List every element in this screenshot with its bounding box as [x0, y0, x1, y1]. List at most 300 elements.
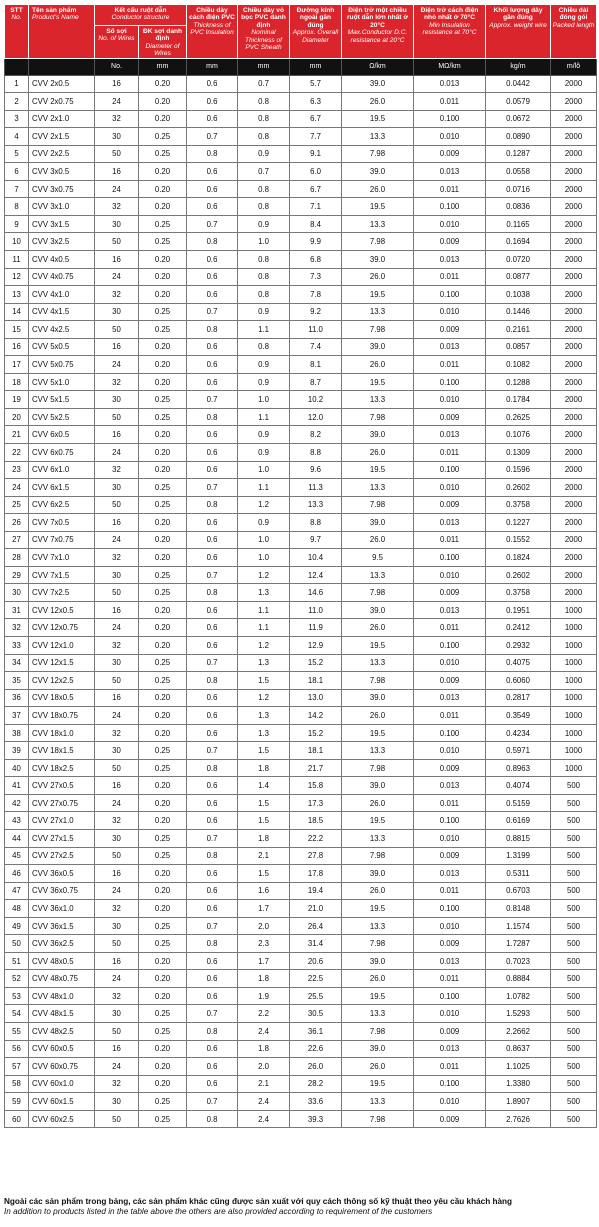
cell-overall-diameter: 36.1: [290, 1023, 342, 1041]
table-row: [5, 215, 597, 233]
cell-overall-diameter: 13.0: [290, 689, 342, 707]
cell-packed-length: 2000: [551, 356, 597, 374]
cell-wire-count: 50: [95, 233, 139, 251]
cell-wire-diameter: 0.20: [139, 952, 187, 970]
cell-weight: 0.5971: [486, 742, 551, 760]
table-row: [5, 724, 597, 742]
cell-stt: 45: [5, 847, 29, 865]
cell-weight: 0.6060: [486, 672, 551, 690]
cell-wire-count: 50: [95, 1023, 139, 1041]
cell-conductor-resistance: 7.98: [342, 935, 414, 953]
cell-stt: 4: [5, 128, 29, 146]
cell-packed-length: 2000: [551, 373, 597, 391]
cell-sheath: 0.8: [238, 198, 290, 216]
cell-wire-count: 16: [95, 865, 139, 883]
cell-insulation: 0.8: [187, 672, 238, 690]
cell-stt: 54: [5, 1005, 29, 1023]
cell-weight: 0.1227: [486, 514, 551, 532]
cell-wire-count: 24: [95, 707, 139, 725]
header-conductor-label: Kết cấu ruột dẫn: [114, 7, 167, 14]
cell-insulation: 0.7: [187, 742, 238, 760]
header-weight: [486, 5, 551, 59]
cell-insulation: 0.6: [187, 443, 238, 461]
header-insul-res-label: Điện trở cách điện nhỏ nhất ở 70°C: [420, 7, 479, 22]
cell-weight: 0.1446: [486, 303, 551, 321]
cell-weight: 1.3199: [486, 847, 551, 865]
cell-wire-count: 32: [95, 812, 139, 830]
cell-packed-length: 1000: [551, 707, 597, 725]
cell-product-name: CVV 27x0.75: [29, 794, 95, 812]
cell-conductor-resistance: 26.0: [342, 93, 414, 111]
cell-product-name: CVV 3x1.5: [29, 215, 95, 233]
cell-packed-length: 1000: [551, 654, 597, 672]
header-insulation-en: Thickness of PVC Insulation: [190, 21, 234, 37]
cell-product-name: CVV 4x1.5: [29, 303, 95, 321]
cell-sheath: 1.5: [238, 812, 290, 830]
cell-packed-length: 1000: [551, 742, 597, 760]
cell-wire-diameter: 0.20: [139, 356, 187, 374]
cell-conductor-resistance: 7.98: [342, 408, 414, 426]
cell-product-name: CVV 5x2.5: [29, 408, 95, 426]
cell-insulation: 0.6: [187, 514, 238, 532]
cell-product-name: CVV 4x0.5: [29, 250, 95, 268]
cell-stt: 30: [5, 584, 29, 602]
cell-insulation: 0.6: [187, 338, 238, 356]
cell-stt: 23: [5, 461, 29, 479]
cell-wire-count: 24: [95, 619, 139, 637]
cell-sheath: 1.8: [238, 759, 290, 777]
cell-weight: 1.0782: [486, 987, 551, 1005]
cell-wire-count: 32: [95, 549, 139, 567]
cell-insulation-resistance: 0.011: [414, 356, 486, 374]
cell-conductor-resistance: 39.0: [342, 777, 414, 795]
cell-weight: 0.2412: [486, 619, 551, 637]
cell-wire-count: 30: [95, 742, 139, 760]
cell-stt: 9: [5, 215, 29, 233]
cell-overall-diameter: 14.2: [290, 707, 342, 725]
cell-sheath: 0.8: [238, 128, 290, 146]
cell-stt: 22: [5, 443, 29, 461]
cell-overall-diameter: 6.7: [290, 180, 342, 198]
table-row: [5, 286, 597, 304]
cell-packed-length: 500: [551, 1093, 597, 1111]
cell-conductor-resistance: 7.98: [342, 1110, 414, 1128]
cell-product-name: CVV 48x1.0: [29, 987, 95, 1005]
cell-stt: 13: [5, 286, 29, 304]
cell-overall-diameter: 14.6: [290, 584, 342, 602]
cell-wire-count: 32: [95, 1075, 139, 1093]
cell-weight: 0.0857: [486, 338, 551, 356]
cell-wire-diameter: 0.20: [139, 900, 187, 918]
cell-sheath: 1.2: [238, 566, 290, 584]
cell-sheath: 1.2: [238, 689, 290, 707]
cell-sheath: 1.6: [238, 882, 290, 900]
cell-insulation-resistance: 0.100: [414, 198, 486, 216]
cell-stt: 21: [5, 426, 29, 444]
cell-stt: 53: [5, 987, 29, 1005]
table-row: [5, 549, 597, 567]
cell-insulation: 0.7: [187, 566, 238, 584]
cell-insulation-resistance: 0.009: [414, 935, 486, 953]
header-name-label: Tên sản phẩm: [32, 7, 77, 14]
cell-sheath: 1.3: [238, 707, 290, 725]
cell-wire-count: 16: [95, 163, 139, 181]
cell-wire-count: 50: [95, 496, 139, 514]
table-row: [5, 1110, 597, 1128]
cell-conductor-resistance: 7.98: [342, 1023, 414, 1041]
cell-sheath: 0.9: [238, 426, 290, 444]
table-row: [5, 812, 597, 830]
cell-overall-diameter: 31.4: [290, 935, 342, 953]
cell-overall-diameter: 17.8: [290, 865, 342, 883]
cell-wire-diameter: 0.25: [139, 1023, 187, 1041]
cell-overall-diameter: 7.3: [290, 268, 342, 286]
cell-conductor-resistance: 7.98: [342, 145, 414, 163]
cell-stt: 43: [5, 812, 29, 830]
header-stt: [5, 5, 29, 59]
cell-packed-length: 2000: [551, 514, 597, 532]
cell-wire-count: 32: [95, 461, 139, 479]
cell-insulation-resistance: 0.011: [414, 619, 486, 637]
header-conductor-en: Conductor structure: [111, 14, 170, 22]
cable-spec-sheet: [4, 4, 596, 1128]
cell-wire-count: 32: [95, 286, 139, 304]
cell-insulation: 0.6: [187, 882, 238, 900]
cell-packed-length: 500: [551, 865, 597, 883]
cell-wire-count: 16: [95, 601, 139, 619]
header-overall-en: Approx. Overall Diameter: [292, 29, 339, 44]
cell-sheath: 0.8: [238, 338, 290, 356]
cell-sheath: 2.0: [238, 1058, 290, 1076]
cell-weight: 0.0672: [486, 110, 551, 128]
cell-insulation: 0.6: [187, 970, 238, 988]
cell-insulation-resistance: 0.011: [414, 443, 486, 461]
table-row: [5, 531, 597, 549]
cell-wire-diameter: 0.20: [139, 689, 187, 707]
cell-stt: 50: [5, 935, 29, 953]
cell-packed-length: 500: [551, 1023, 597, 1041]
cell-insulation: 0.6: [187, 461, 238, 479]
cell-wire-diameter: 0.20: [139, 987, 187, 1005]
cell-overall-diameter: 18.1: [290, 742, 342, 760]
table-row: [5, 145, 597, 163]
cell-conductor-resistance: 13.3: [342, 742, 414, 760]
cell-wire-count: 32: [95, 110, 139, 128]
cell-insulation: 0.7: [187, 128, 238, 146]
cell-packed-length: 500: [551, 900, 597, 918]
cell-wire-count: 32: [95, 198, 139, 216]
cell-wire-diameter: 0.20: [139, 268, 187, 286]
cell-packed-length: 2000: [551, 391, 597, 409]
cell-insulation: 0.8: [187, 847, 238, 865]
cell-wire-count: 50: [95, 672, 139, 690]
cell-insulation: 0.6: [187, 531, 238, 549]
cell-packed-length: 2000: [551, 93, 597, 111]
cell-stt: 48: [5, 900, 29, 918]
table-row: [5, 777, 597, 795]
cell-overall-diameter: 22.2: [290, 830, 342, 848]
cell-weight: 0.2625: [486, 408, 551, 426]
cell-wire-diameter: 0.25: [139, 1005, 187, 1023]
cell-conductor-resistance: 19.5: [342, 724, 414, 742]
cell-weight: 1.1574: [486, 917, 551, 935]
cell-conductor-resistance: 13.3: [342, 1093, 414, 1111]
cell-wire-count: 30: [95, 479, 139, 497]
cell-wire-count: 32: [95, 900, 139, 918]
cell-weight: 0.1596: [486, 461, 551, 479]
cell-wire-count: 24: [95, 443, 139, 461]
cell-overall-diameter: 19.4: [290, 882, 342, 900]
cell-weight: 0.1288: [486, 373, 551, 391]
cell-insulation: 0.7: [187, 1093, 238, 1111]
cell-conductor-resistance: 13.3: [342, 917, 414, 935]
cell-wire-diameter: 0.20: [139, 286, 187, 304]
header-conductor-resistance: [342, 5, 414, 59]
cell-wire-count: 30: [95, 654, 139, 672]
cell-weight: 0.1552: [486, 531, 551, 549]
cell-conductor-resistance: 7.98: [342, 672, 414, 690]
cell-insulation-resistance: 0.011: [414, 882, 486, 900]
cell-stt: 11: [5, 250, 29, 268]
table-row: [5, 443, 597, 461]
cell-product-name: CVV 48x2.5: [29, 1023, 95, 1041]
cell-overall-diameter: 13.3: [290, 496, 342, 514]
table-row: [5, 408, 597, 426]
cell-packed-length: 2000: [551, 268, 597, 286]
unit-cell: [5, 58, 29, 75]
cell-insulation: 0.7: [187, 1005, 238, 1023]
cell-packed-length: 2000: [551, 286, 597, 304]
table-row: [5, 707, 597, 725]
cell-conductor-resistance: 39.0: [342, 865, 414, 883]
cell-product-name: CVV 7x0.5: [29, 514, 95, 532]
cell-conductor-resistance: 13.3: [342, 479, 414, 497]
cell-conductor-resistance: 13.3: [342, 566, 414, 584]
header-wires-en: No. of Wires: [98, 35, 135, 43]
cell-packed-length: 2000: [551, 250, 597, 268]
cell-stt: 39: [5, 742, 29, 760]
cell-insulation-resistance: 0.100: [414, 549, 486, 567]
cell-insulation: 0.6: [187, 93, 238, 111]
cell-stt: 31: [5, 601, 29, 619]
cell-conductor-resistance: 7.98: [342, 847, 414, 865]
cell-packed-length: 1000: [551, 672, 597, 690]
cell-weight: 1.8907: [486, 1093, 551, 1111]
cell-weight: 0.7023: [486, 952, 551, 970]
cell-overall-diameter: 12.4: [290, 566, 342, 584]
cell-product-name: CVV 27x0.5: [29, 777, 95, 795]
cell-wire-count: 24: [95, 531, 139, 549]
cell-stt: 6: [5, 163, 29, 181]
cell-sheath: 1.0: [238, 549, 290, 567]
cell-wire-count: 50: [95, 321, 139, 339]
cell-wire-count: 24: [95, 1058, 139, 1076]
header-resistance-en: Max.Conductor D.C. resistance at 20°C: [347, 29, 408, 44]
cell-overall-diameter: 9.1: [290, 145, 342, 163]
cell-packed-length: 2000: [551, 566, 597, 584]
cell-wire-count: 24: [95, 970, 139, 988]
cell-insulation-resistance: 0.011: [414, 268, 486, 286]
cell-insulation-resistance: 0.010: [414, 479, 486, 497]
cell-packed-length: 500: [551, 812, 597, 830]
cell-insulation-resistance: 0.011: [414, 1058, 486, 1076]
cell-stt: 56: [5, 1040, 29, 1058]
cell-product-name: CVV 6x0.5: [29, 426, 95, 444]
cell-insulation-resistance: 0.010: [414, 1093, 486, 1111]
cell-insulation: 0.8: [187, 759, 238, 777]
cell-conductor-resistance: 7.98: [342, 584, 414, 602]
cell-insulation: 0.6: [187, 987, 238, 1005]
cell-stt: 34: [5, 654, 29, 672]
cell-overall-diameter: 15.8: [290, 777, 342, 795]
cell-wire-diameter: 0.20: [139, 373, 187, 391]
cell-insulation-resistance: 0.013: [414, 514, 486, 532]
cell-wire-diameter: 0.20: [139, 163, 187, 181]
cell-overall-diameter: 5.7: [290, 75, 342, 93]
cell-sheath: 1.2: [238, 496, 290, 514]
cell-conductor-resistance: 19.5: [342, 286, 414, 304]
cell-conductor-resistance: 13.3: [342, 128, 414, 146]
cell-insulation-resistance: 0.010: [414, 654, 486, 672]
table-row: [5, 759, 597, 777]
cell-overall-diameter: 11.3: [290, 479, 342, 497]
cell-overall-diameter: 8.4: [290, 215, 342, 233]
cell-insulation: 0.6: [187, 163, 238, 181]
cell-sheath: 1.8: [238, 1040, 290, 1058]
cell-wire-diameter: 0.25: [139, 215, 187, 233]
header-sheath-thickness: [238, 5, 290, 59]
cell-wire-diameter: 0.20: [139, 619, 187, 637]
cell-wire-diameter: 0.25: [139, 233, 187, 251]
cell-stt: 18: [5, 373, 29, 391]
table-row: [5, 514, 597, 532]
cell-wire-diameter: 0.25: [139, 408, 187, 426]
cell-packed-length: 1000: [551, 601, 597, 619]
cell-packed-length: 500: [551, 830, 597, 848]
cell-stt: 55: [5, 1023, 29, 1041]
cell-conductor-resistance: 26.0: [342, 707, 414, 725]
cell-wire-diameter: 0.25: [139, 830, 187, 848]
cell-conductor-resistance: 13.3: [342, 654, 414, 672]
cell-insulation: 0.6: [187, 637, 238, 655]
cell-wire-diameter: 0.20: [139, 338, 187, 356]
header-wires-label: Số sợi: [106, 28, 127, 35]
cell-product-name: CVV 2x0.75: [29, 93, 95, 111]
header-stt-en: No.: [11, 14, 22, 22]
cell-insulation: 0.6: [187, 198, 238, 216]
cell-packed-length: 2000: [551, 479, 597, 497]
cell-conductor-resistance: 13.3: [342, 1005, 414, 1023]
cell-conductor-resistance: 39.0: [342, 952, 414, 970]
table-row: [5, 1058, 597, 1076]
table-row: [5, 865, 597, 883]
cell-wire-count: 50: [95, 145, 139, 163]
cell-wire-count: 30: [95, 830, 139, 848]
cell-insulation: 0.8: [187, 408, 238, 426]
cell-overall-diameter: 26.4: [290, 917, 342, 935]
cell-overall-diameter: 26.0: [290, 1058, 342, 1076]
cell-insulation-resistance: 0.011: [414, 531, 486, 549]
cell-wire-diameter: 0.20: [139, 707, 187, 725]
cell-overall-diameter: 15.2: [290, 724, 342, 742]
cell-packed-length: 500: [551, 917, 597, 935]
cell-wire-diameter: 0.20: [139, 794, 187, 812]
cell-sheath: 1.0: [238, 531, 290, 549]
cell-wire-count: 30: [95, 917, 139, 935]
cell-stt: 32: [5, 619, 29, 637]
cell-wire-count: 24: [95, 93, 139, 111]
cell-stt: 46: [5, 865, 29, 883]
cell-packed-length: 500: [551, 1005, 597, 1023]
cell-wire-count: 50: [95, 1110, 139, 1128]
cell-overall-diameter: 11.0: [290, 321, 342, 339]
unit-cell: MΩ/km: [414, 58, 486, 75]
header-insul-res-en: Min Insulation resistance at 70°C: [422, 21, 477, 37]
cell-sheath: 0.8: [238, 268, 290, 286]
cell-stt: 41: [5, 777, 29, 795]
cell-insulation-resistance: 0.010: [414, 391, 486, 409]
cell-weight: 0.2602: [486, 479, 551, 497]
cell-wire-diameter: 0.20: [139, 865, 187, 883]
cell-product-name: CVV 27x1.5: [29, 830, 95, 848]
cell-overall-diameter: 6.7: [290, 110, 342, 128]
cell-weight: 0.2161: [486, 321, 551, 339]
table-row: [5, 917, 597, 935]
cell-product-name: CVV 18x2.5: [29, 759, 95, 777]
cell-stt: 24: [5, 479, 29, 497]
cell-product-name: CVV 48x0.75: [29, 970, 95, 988]
cell-weight: 0.8884: [486, 970, 551, 988]
cell-wire-diameter: 0.20: [139, 531, 187, 549]
cell-weight: 0.8963: [486, 759, 551, 777]
cell-wire-count: 50: [95, 935, 139, 953]
cell-packed-length: 1000: [551, 637, 597, 655]
cell-insulation-resistance: 0.011: [414, 180, 486, 198]
cell-wire-count: 30: [95, 303, 139, 321]
cell-overall-diameter: 9.2: [290, 303, 342, 321]
cell-weight: 0.1287: [486, 145, 551, 163]
cell-stt: 19: [5, 391, 29, 409]
cell-insulation: 0.7: [187, 830, 238, 848]
cell-product-name: CVV 36x1.5: [29, 917, 95, 935]
cell-stt: 10: [5, 233, 29, 251]
cell-weight: 1.3380: [486, 1075, 551, 1093]
cell-insulation-resistance: 0.010: [414, 566, 486, 584]
cell-wire-diameter: 0.20: [139, 812, 187, 830]
cell-packed-length: 2000: [551, 215, 597, 233]
cell-product-name: CVV 6x2.5: [29, 496, 95, 514]
cell-product-name: CVV 7x1.0: [29, 549, 95, 567]
cell-weight: 0.0579: [486, 93, 551, 111]
cell-insulation-resistance: 0.011: [414, 93, 486, 111]
table-row: [5, 637, 597, 655]
cell-product-name: CVV 18x1.0: [29, 724, 95, 742]
cell-wire-count: 30: [95, 391, 139, 409]
cell-wire-count: 16: [95, 1040, 139, 1058]
table-row: [5, 1005, 597, 1023]
cell-stt: 3: [5, 110, 29, 128]
cell-insulation: 0.6: [187, 1058, 238, 1076]
header-name-en: Product's Name: [32, 14, 79, 22]
cell-insulation-resistance: 0.100: [414, 812, 486, 830]
cell-packed-length: 500: [551, 882, 597, 900]
cell-insulation-resistance: 0.013: [414, 777, 486, 795]
cell-wire-diameter: 0.20: [139, 1075, 187, 1093]
cell-overall-diameter: 18.5: [290, 812, 342, 830]
cell-product-name: CVV 36x1.0: [29, 900, 95, 918]
cell-product-name: CVV 18x0.5: [29, 689, 95, 707]
cell-wire-diameter: 0.20: [139, 514, 187, 532]
